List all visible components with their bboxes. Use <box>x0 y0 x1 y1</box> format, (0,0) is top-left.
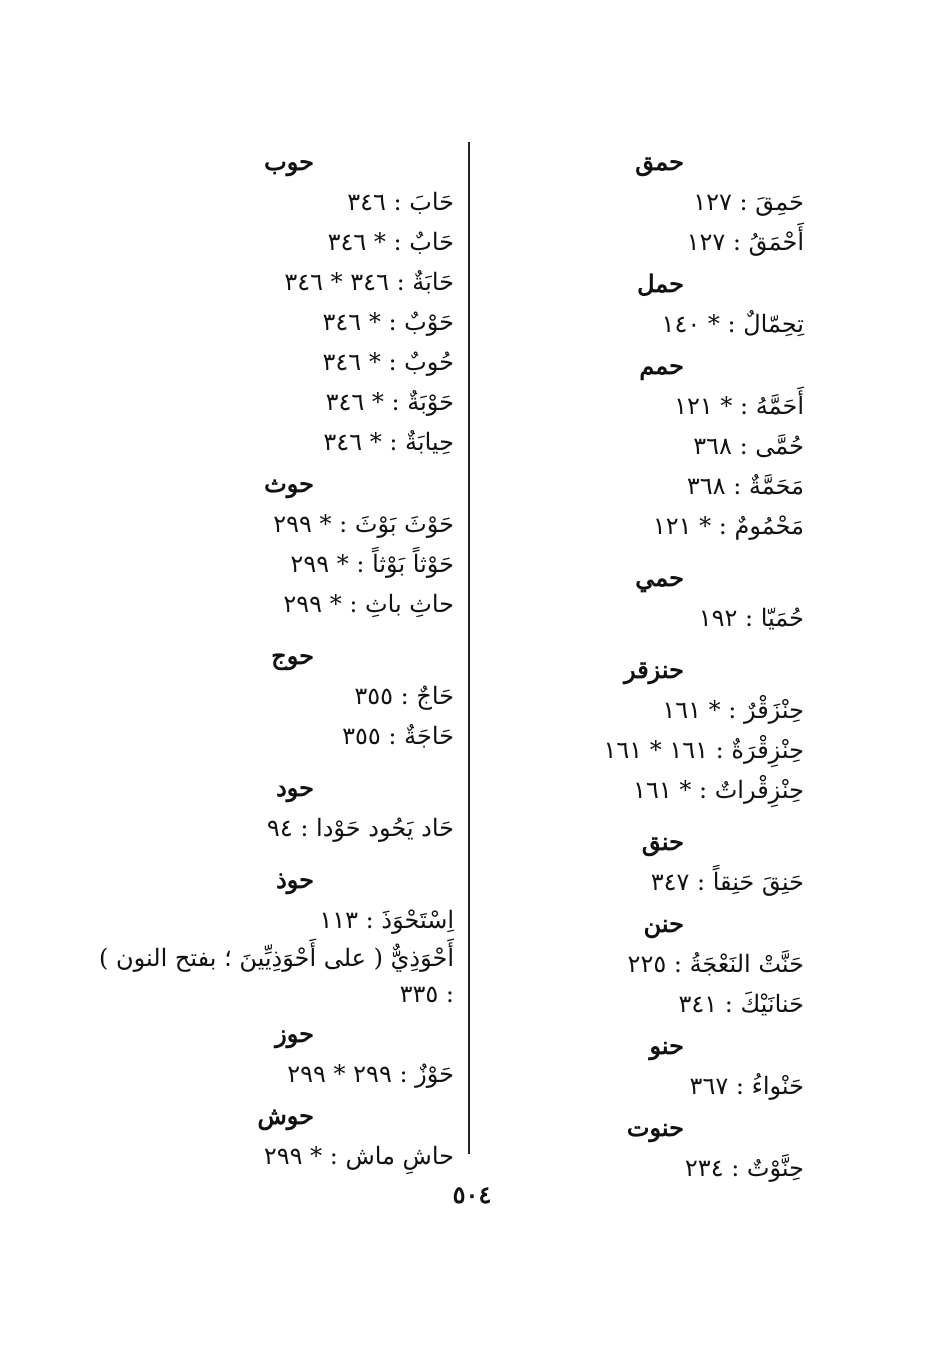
index-entry: حَاد يَحُود حَوْدا : ٩٤ <box>266 814 454 842</box>
index-entry: مَحْمُومٌ : * ١٢١ <box>652 512 804 540</box>
index-entry: أَحْمَقُ : ١٢٧ <box>686 228 804 256</box>
root-heading: حوث <box>264 469 314 498</box>
index-entry: حَنَّتْ النَعْجَةُ : ٢٢٥ <box>627 950 804 978</box>
index-column-right <box>474 140 804 1188</box>
index-entry: حَابَ : ٣٤٦ <box>347 188 454 216</box>
index-entry: أَحَمَّهُ : * ١٢١ <box>674 392 804 420</box>
root-heading: حنوت <box>626 1113 684 1142</box>
column-divider <box>468 142 470 1154</box>
index-entry: حَوْثاً بَوْثاً : * ٢٩٩ <box>290 550 454 578</box>
index-entry: حَنِقَ حَنِقاً : ٣٤٧ <box>650 868 804 896</box>
index-entry: حُوبٌ : * ٣٤٦ <box>322 348 454 376</box>
index-entry: حَنْواءُ : ٣٦٧ <box>689 1072 804 1100</box>
root-heading: حمم <box>639 351 684 380</box>
index-entry: مَحَمَّةٌ : ٣٦٨ <box>686 472 804 500</box>
root-heading: حمل <box>637 269 684 298</box>
index-entry: حَمِقَ : ١٢٧ <box>693 188 804 216</box>
index-entry: اِسْتَحْوَذَ : ١١٣ <box>319 906 454 934</box>
index-entry: حَوْزٌ : ٢٩٩ * ٢٩٩ <box>287 1060 454 1088</box>
index-entry: حِنْزِقْراتٌ : * ١٦١ <box>633 776 804 804</box>
root-heading: حمق <box>635 147 684 176</box>
index-column-left <box>94 140 454 1176</box>
index-entry: حَوْبٌ : * ٣٤٦ <box>322 308 454 336</box>
root-heading: حوب <box>264 147 314 176</box>
index-entry: حَوْثَ بَوْثَ : * ٢٩٩ <box>273 510 454 538</box>
index-entry: حَوْبَةٌ : * ٣٤٦ <box>325 388 454 416</box>
index-entry: حِنَّوْتٌ : ٢٣٤ <box>684 1154 804 1182</box>
index-entry: حِنْزِقْرَةٌ : ١٦١ * ١٦١ <box>603 736 804 764</box>
root-heading: حوش <box>257 1101 314 1130</box>
index-entry: تِحِمّالٌ : * ١٤٠ <box>661 310 804 338</box>
index-entry: حَنانَيْكَ : ٣٤١ <box>678 990 804 1018</box>
index-entry: حَاجٌ : ٣٥٥ <box>354 682 454 710</box>
root-heading: حود <box>276 773 314 802</box>
root-heading: حنق <box>641 827 684 856</box>
root-heading: حوذ <box>276 865 314 894</box>
root-heading: حوز <box>275 1019 314 1048</box>
root-heading: حنزقر <box>623 655 684 684</box>
index-entry: أَحْوَذِيٌّ ( على أَحْوَذِيِّينَ ؛ بفتح النون ) : ٣٣٥ <box>99 944 454 1008</box>
root-heading: حنو <box>649 1031 684 1060</box>
index-entry: حَاجَةٌ : ٣٥٥ <box>342 722 454 750</box>
index-entry: حَابَةٌ : ٣٤٦ * ٣٤٦ <box>284 268 454 296</box>
index-entry: حَابٌ : * ٣٤٦ <box>327 228 454 256</box>
index-entry: حُمَّى : ٣٦٨ <box>693 432 804 460</box>
index-entry: حِيابَةٌ : * ٣٤٦ <box>323 428 454 456</box>
index-entry: حاثِ باثِ : * ٢٩٩ <box>283 590 454 618</box>
root-heading: حنن <box>643 909 684 938</box>
root-heading: حمي <box>635 563 684 592</box>
index-entry: حِنْزَقْرٌ : * ١٦١ <box>662 696 804 724</box>
index-entry: حُمَيّا : ١٩٢ <box>698 604 804 632</box>
page-number: ٥٠٤ <box>452 1180 492 1209</box>
root-heading: حوج <box>271 641 314 670</box>
index-entry: حاشِ ماش : * ٢٩٩ <box>263 1142 454 1170</box>
